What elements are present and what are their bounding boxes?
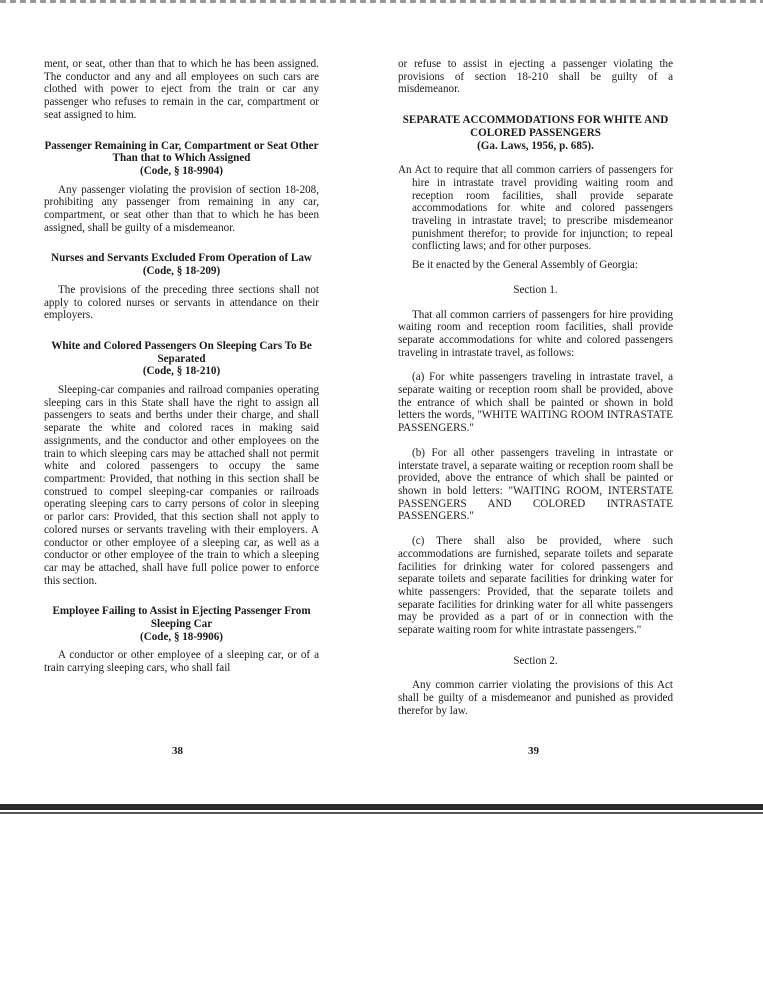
scan-bottom-rule-thin — [0, 812, 763, 814]
section-heading-employee-failing: Employee Failing to Assist in Ejecting Passenger From Sleeping Car — [52, 605, 311, 631]
section-2-body: Any common carrier violating the provisions of this Act shall be guilty of a misdemeanor and punished as provided therefor by law. — [398, 679, 673, 717]
scan-top-edge — [0, 0, 763, 3]
act-preamble: An Act to require that all common carriers of passengers for hire in intrastate travel providing waiting room and reception room facilities, shall provide separate accommodations for white and colored passengers traveling in intrastate travel; to prescribe misdemeanor punishment therefor; to provide for injunction; to repeal conflicting laws; and for other purposes. — [398, 164, 673, 253]
section-heading-nurses-servants: Nurses and Servants Excluded From Operation of Law — [51, 252, 312, 265]
page-number-left: 38 — [172, 745, 183, 757]
code-citation: (Code, § 18-209) — [142, 265, 221, 278]
section-body: The provisions of the preceding three sections shall not apply to colored nurses or servants in attendance on their employers. — [44, 283, 319, 322]
act-citation: (Ga. Laws, 1956, p. 685). — [477, 139, 594, 152]
section-body: Any passenger violating the provision of section 18-208, prohibiting any passenger from remaining in any car, compartment, or seat other than that to which he has been assigned, shall be guilty of a misdemeanor. — [44, 183, 319, 234]
clause-b: (b) For all other passengers traveling in intrastate or interstate travel, a separate waiting or reception room shall be provided, above the entrance of which shall be painted or shown in bold letters: "WAITING ROOM, INTERSTATE PASSENGERS AND COLORED INTRASTATE PASSENGERS." — [398, 446, 673, 523]
clause-c: (c) There shall also be provided, where such accommodations are furnished, separate toilets and separate facilities for drinking water for colored passengers and separate toilets and separate facilities for drinking water for white passengers: Provided, that the separate toilets and separate facilities for drinking water for all white passengers may be provided as a part of or in connection with the separate waiting room for white intrastate passengers." — [398, 535, 673, 637]
left-page-column — [44, 58, 319, 675]
section-1-intro: That all common carriers of passengers for hire providing waiting room and reception room facilities, shall provide separate accommodations for white and colored passengers traveling in intrastate travel, as follows: — [398, 308, 673, 359]
section-heading-passenger-remaining: Passenger Remaining in Car, Compartment or Seat Other Than that to Which Assigned — [44, 139, 319, 165]
clause-a: (a) For white passengers traveling in intrastate travel, a separate waiting or reception room shall be provided, above the entrance of which shall be painted or shown in bold letters the words, "WHITE WAITING ROOM INTRASTATE PASSENGERS." — [398, 371, 673, 435]
code-citation: (Code, § 18-9904) — [140, 164, 223, 177]
section-2-heading: Section 2. — [513, 654, 558, 667]
section-body: Sleeping-car companies and railroad companies operating sleeping cars in this State shall have the right to assign all passengers to seats and berths under their charge, and shall separate the white and colored races in making said assignments, and the conductor and other employees on the train to which sleeping cars may be attached shall not permit white and colored passengers to occupy the same compartment: Provided, that nothing in this section shall be construed to compel sleeping-car companies or railroads operating sleeping cars to carry persons of color in sleeping or parlor cars: Provided, that this section shall not apply to colored nurses or servants traveling with their employers. A conductor or other employee of a sleeping car, as well as a conductor or other employee of the train to which a sleeping car may be attached, shall have full police power to enforce this section. — [44, 384, 319, 587]
right-continuation-text: or refuse to assist in ejecting a passenger violating the provisions of section 18-210 shall be guilty of a misdemeanor. — [398, 58, 673, 96]
code-citation: (Code, § 18-9906) — [140, 630, 223, 643]
scan-bottom-rule — [0, 804, 763, 810]
page-number-right: 39 — [528, 745, 539, 757]
act-title: SEPARATE ACCOMMODATIONS FOR WHITE AND COLORED PASSENGERS — [402, 114, 669, 139]
right-page-column — [398, 58, 673, 718]
code-citation: (Code, § 18-210) — [142, 365, 221, 378]
left-continuation-text: ment, or seat, other than that to which he has been assigned. The conductor and any and all employees on such cars are clothed with power to eject from the train or car any passenger who refuses to remain in the car, compartment or seat assigned to him. — [44, 58, 319, 121]
section-1-heading: Section 1. — [513, 283, 558, 296]
section-body: A conductor or other employee of a sleeping car, or of a train carrying sleeping cars, who shall fail — [44, 649, 319, 675]
section-heading-sleeping-cars: White and Colored Passengers On Sleeping Cars To Be Separated — [51, 339, 312, 365]
enacting-clause: Be it enacted by the General Assembly of Georgia: — [412, 259, 638, 272]
